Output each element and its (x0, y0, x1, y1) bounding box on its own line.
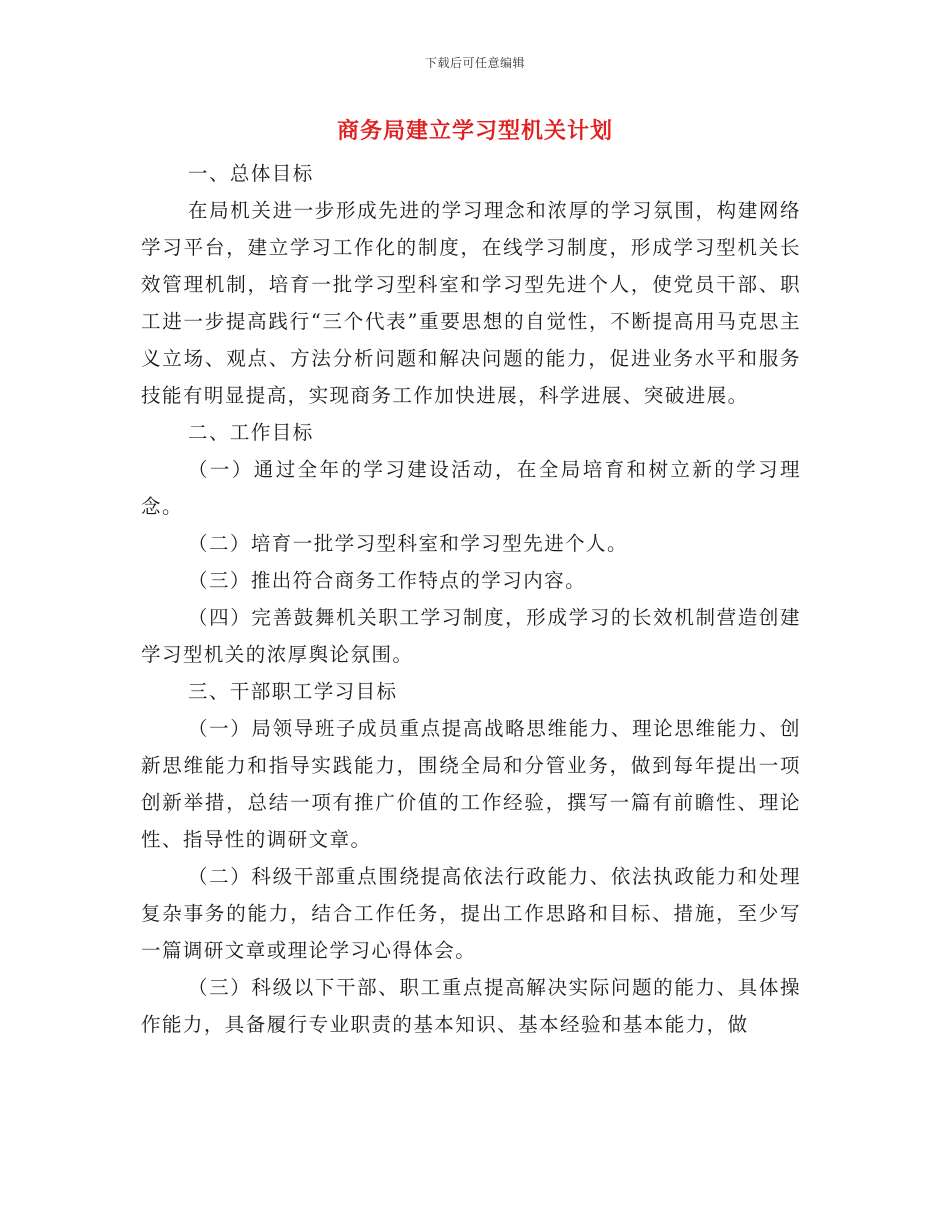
staff-goal-item-2: （二）科级干部重点围绕提高依法行政能力、依法执政能力和处理复杂事务的能力，结合工作任务，提出工作思路和目标、措施，至少写一篇调研文章或理论学习心得体会。 (141, 865, 801, 962)
section-heading-staff-goal: 三、干部职工学习目标 (188, 680, 398, 703)
work-goal-item-4: （四）完善鼓舞机关职工学习制度，形成学习的长效机制营造创建学习型机关的浓厚舆论氛围。 (141, 606, 801, 666)
staff-goal-item-3: （三）科级以下干部、职工重点提高解决实际问题的能力、具体操作能力，具备履行专业职责的基本知识、基本经验和基本能力，做 (141, 976, 801, 1036)
page-header-note: 下载后可任意编辑 (424, 56, 525, 70)
section-heading-overall-goal: 一、总体目标 (188, 162, 314, 185)
document-body (141, 155, 801, 1043)
staff-goal-item-1: （一）局领导班子成员重点提高战略思维能力、理论思维能力、创新思维能力和指导实践能力，围绕全局和分管业务，做到每年提出一项创新举措，总结一项有推广价值的工作经验，撰写一篇有前瞻性、理论性、指导性的调研文章。 (141, 717, 801, 851)
paragraph-overall-goal: 在局机关进一步形成先进的学习理念和浓厚的学习氛围，构建网络学习平台，建立学习工作化的制度，在线学习制度，形成学习型机关长效管理机制，培育一批学习型科室和学习型先进个人，使党员干部、职工进一步提高践行“三个代表”重要思想的自觉性，不断提高用马克思主义立场、观点、方法分析问题和解决问题的能力，促进业务水平和服务技能有明显提高，实现商务工作加快进展，科学进展、突破进展。 (141, 199, 801, 407)
document-title: 商务局建立学习型机关计划 (336, 119, 613, 144)
work-goal-item-1: （一）通过全年的学习建设活动，在全局培育和树立新的学习理念。 (141, 458, 801, 518)
work-goal-item-3: （三）推出符合商务工作特点的学习内容。 (188, 569, 587, 592)
work-goal-item-2: （二）培育一批学习型科室和学习型先进个人。 (188, 532, 628, 555)
section-heading-work-goal: 二、工作目标 (188, 421, 314, 444)
